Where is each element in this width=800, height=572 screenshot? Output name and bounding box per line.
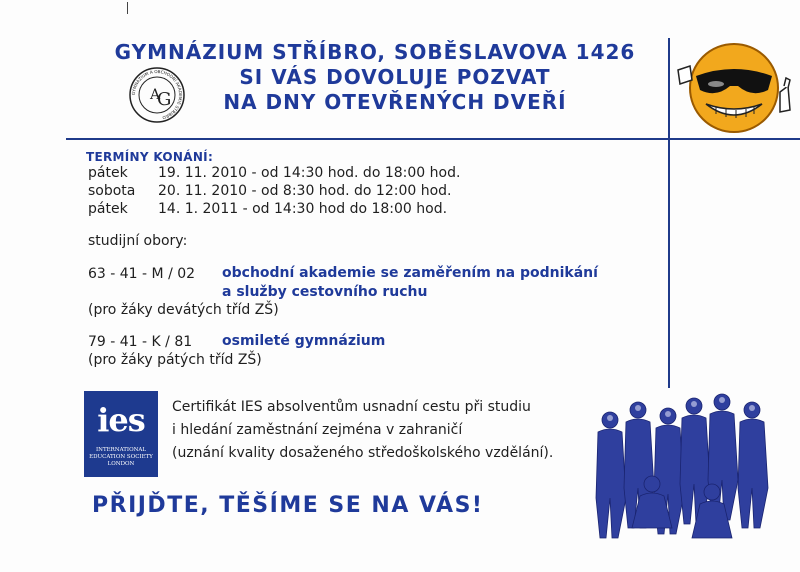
programs-heading: studijní obory: — [88, 233, 188, 249]
scan-mark — [127, 2, 128, 14]
term-text: 19. 11. 2010 - od 14:30 hod. do 18:00 hod. — [158, 165, 461, 181]
horizontal-divider — [66, 138, 800, 140]
title-line-2: SI VÁS DOVOLUJE POZVAT — [239, 65, 551, 89]
term-row — [88, 201, 447, 217]
invitation-slogan: PŘIJĎTE, TĚŠÍME SE NA VÁS! — [92, 493, 484, 518]
logo-ring-text: GYMNÁZIUM A OBCHODNÍ AKADEMIE STŘÍBRO — [130, 68, 184, 121]
term-day: pátek — [88, 201, 128, 217]
title-line-1: GYMNÁZIUM STŘÍBRO, SOBĚSLAVOVA 1426 — [114, 40, 636, 64]
program-note: (pro žáky pátých tříd ZŠ) — [88, 352, 262, 368]
smiley-sunglasses-icon — [676, 40, 798, 136]
term-day: pátek — [88, 165, 128, 181]
program-name: osmileté gymnázium — [222, 333, 386, 349]
terms-heading: TERMÍNY KONÁNÍ: — [86, 150, 214, 164]
certificate-line: (uznání kvality dosaženého středoškolského vzdělání). — [172, 445, 554, 461]
school-logo-icon — [128, 66, 186, 124]
program-note: (pro žáky devátých tříd ZŠ) — [88, 302, 279, 318]
program-code: 79 - 41 - K / 81 — [88, 334, 193, 350]
ies-logo — [84, 391, 158, 477]
certificate-line: i hledání zaměstnání zejména v zahraničí — [172, 422, 463, 438]
ies-logo-text: ies — [97, 401, 145, 439]
term-day: sobota — [88, 183, 136, 199]
program-code: 63 - 41 - M / 02 — [88, 266, 196, 282]
ies-org-line: EDUCATION SOCIETY — [89, 454, 153, 460]
term-text: 14. 1. 2011 - od 14:30 hod do 18:00 hod. — [158, 201, 448, 217]
term-text: 20. 11. 2010 - od 8:30 hod. do 12:00 hod. — [158, 183, 452, 199]
certificate-line: Certifikát IES absolventům usnadní cestu při studiu — [172, 399, 531, 415]
students-group-illustration — [582, 388, 782, 548]
program-name: obchodní akademie se zaměřením na podnikání — [222, 265, 598, 281]
ies-org-line: INTERNATIONAL — [95, 447, 147, 453]
ies-org-line: LONDON — [107, 461, 135, 467]
term-row — [88, 183, 452, 199]
program-name-continued: a služby cestovního ruchu — [222, 284, 428, 300]
term-row — [88, 165, 460, 181]
svg-text:A: A — [150, 87, 161, 103]
title-line-3: NA DNY OTEVŘENÝCH DVEŘÍ — [223, 90, 567, 114]
svg-text:G: G — [157, 89, 172, 110]
